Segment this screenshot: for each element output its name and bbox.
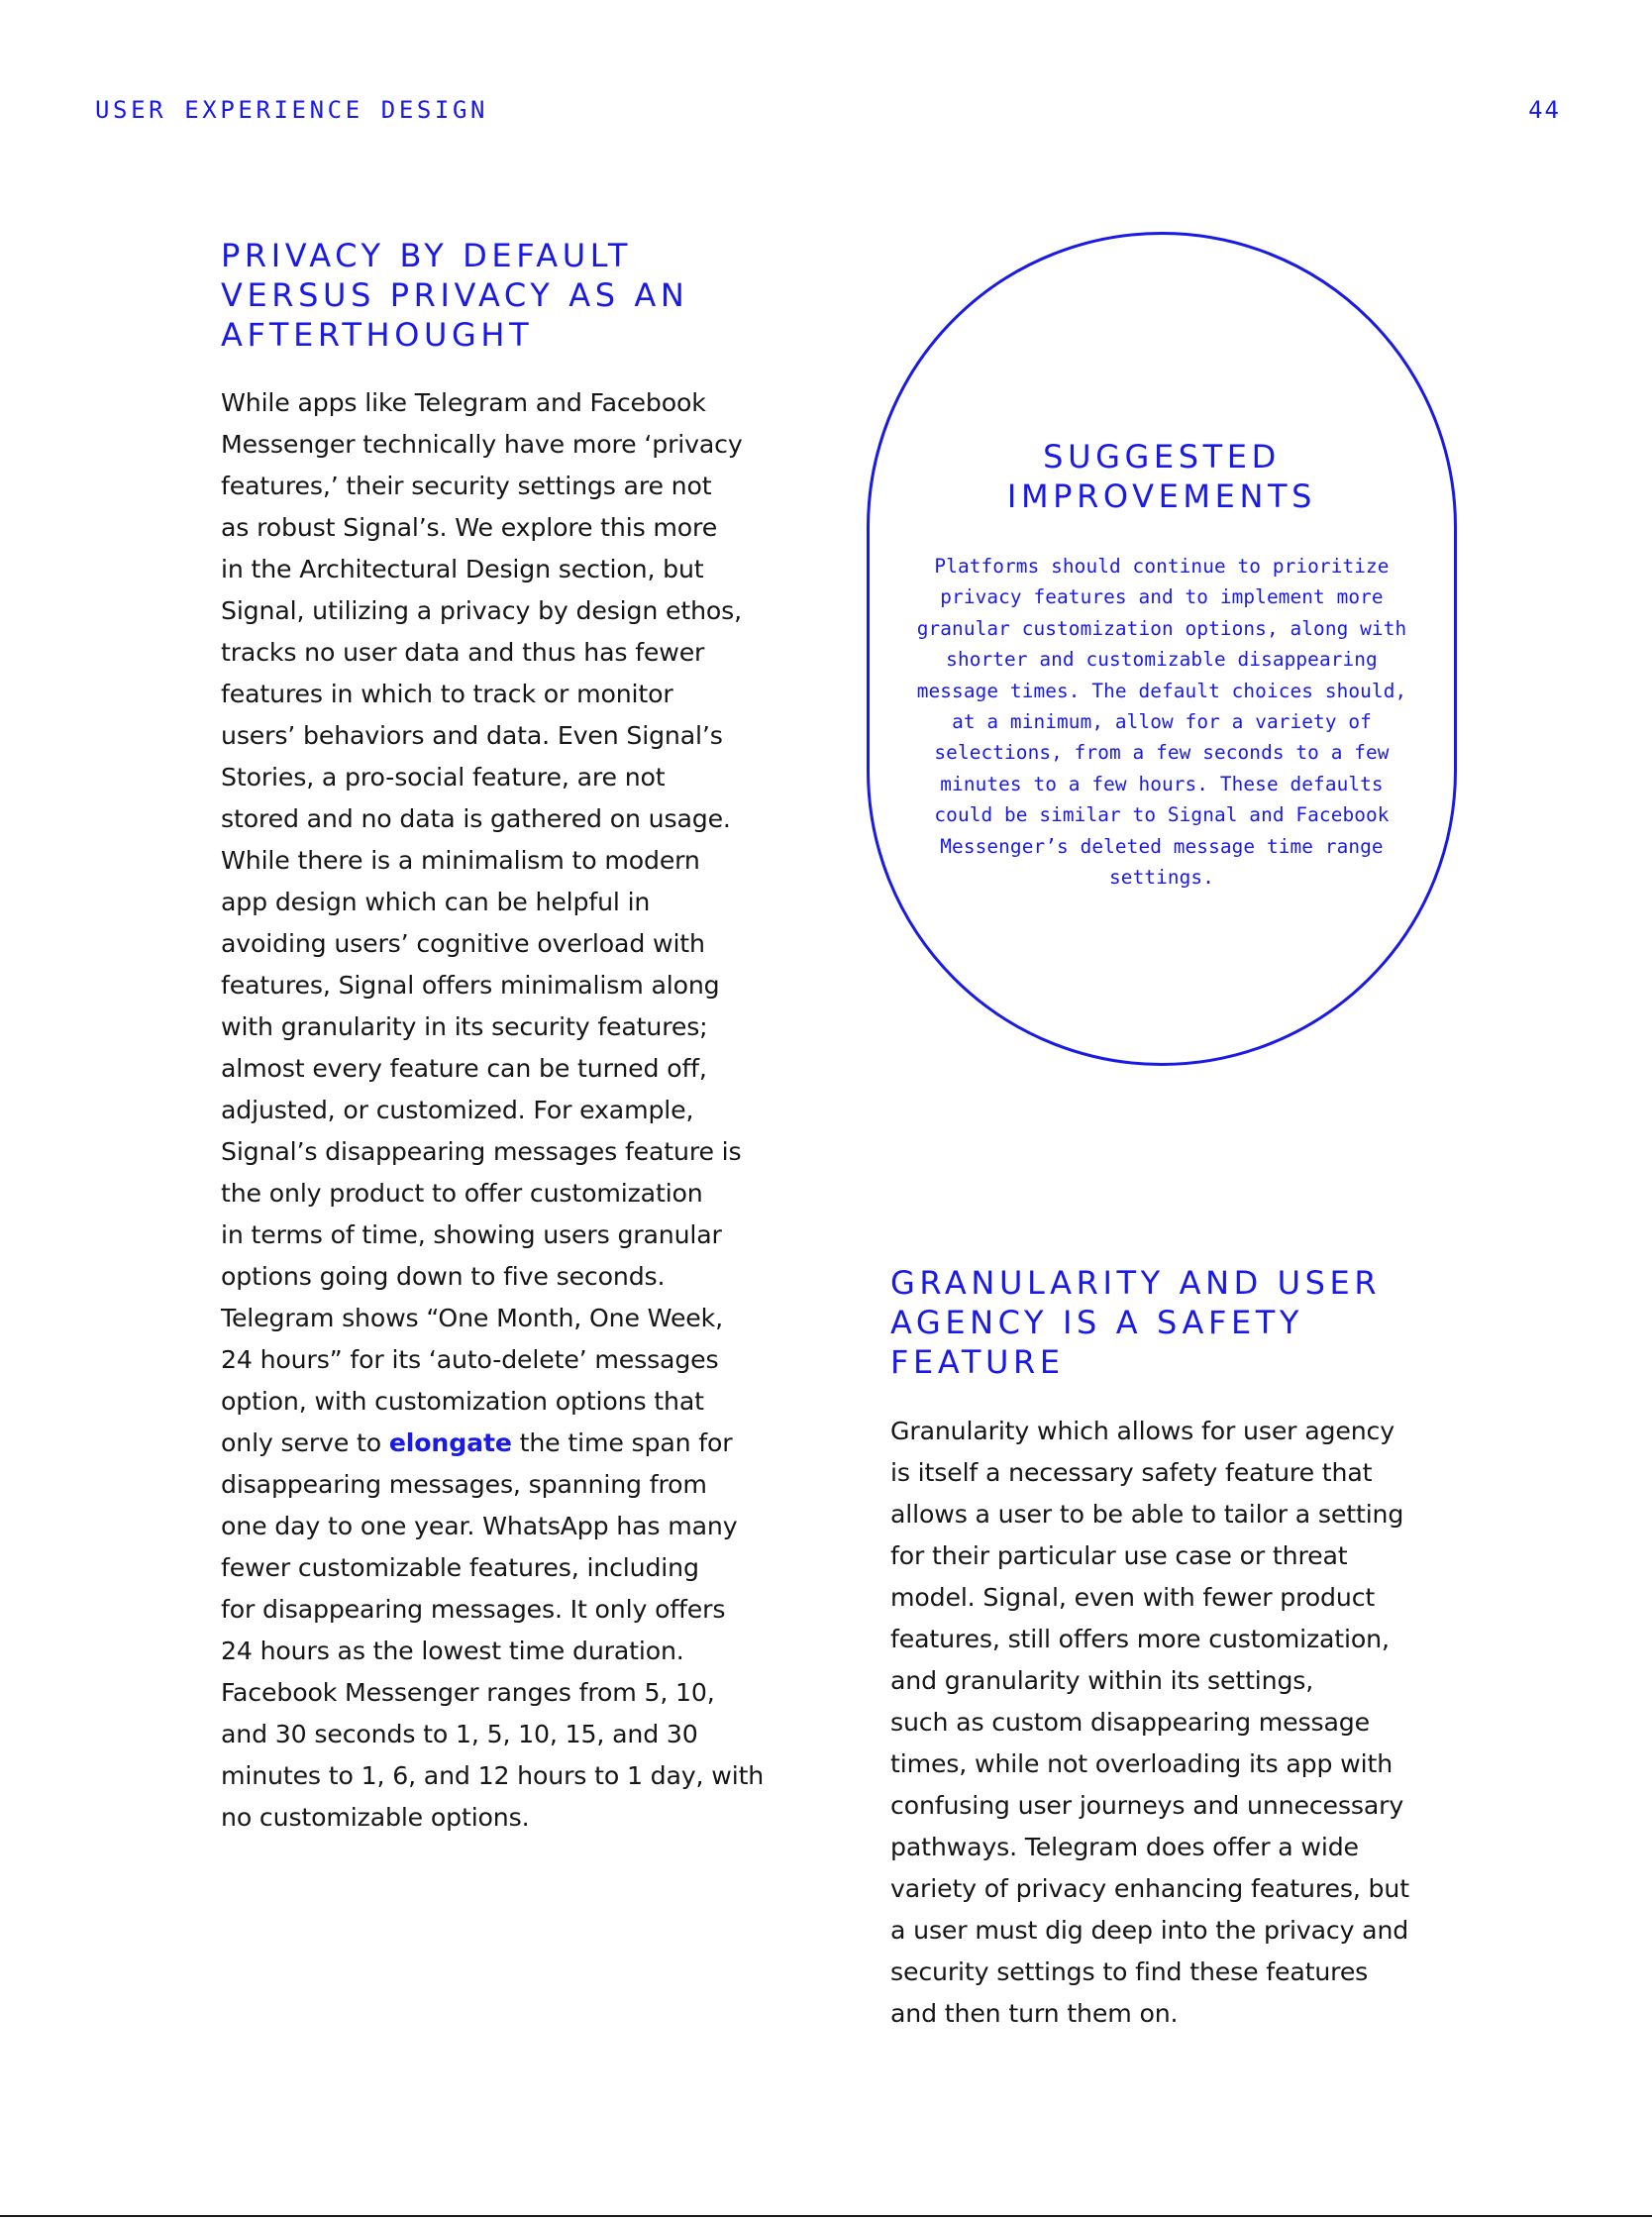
body-line: for their particular use case or threat <box>890 1541 1348 1570</box>
callout-line: settings. <box>1109 866 1214 890</box>
section-body-granularity <box>890 1411 1409 2035</box>
body-line: Facebook Messenger ranges from 5, 10, <box>221 1678 715 1707</box>
body-line: Signal, utilizing a privacy by design ethos, <box>221 596 743 625</box>
body-line: and 30 seconds to 1, 5, 10, 15, and 30 <box>221 1720 698 1748</box>
body-line: stored and no data is gathered on usage. <box>221 804 731 833</box>
body-line: with granularity in its security features; <box>221 1012 708 1041</box>
callout-title-line: IMPROVEMENTS <box>1006 477 1317 515</box>
body-line: variety of privacy enhancing features, but <box>890 1874 1409 1903</box>
callout-text <box>870 551 1454 893</box>
body-line: one day to one year. WhatsApp has many <box>221 1512 738 1540</box>
body-line: as robust Signal’s. We explore this more <box>221 513 718 542</box>
body-line: and then turn them on. <box>890 1999 1179 2028</box>
body-line: Stories, a pro-social feature, are not <box>221 763 666 792</box>
elongate-link[interactable]: elongate <box>388 1428 512 1457</box>
heading-line: GRANULARITY AND USER <box>890 1264 1382 1302</box>
body-line: times, while not overloading its app with <box>890 1749 1394 1778</box>
heading-line: AFTERTHOUGHT <box>221 316 534 354</box>
body-line-with-link <box>221 1423 764 1464</box>
heading-line: AGENCY IS A SAFETY <box>890 1304 1304 1341</box>
body-line: app design which can be helpful in <box>221 888 651 916</box>
section-heading-privacy-by-default <box>221 236 688 355</box>
body-line: such as custom disappearing message <box>890 1708 1370 1737</box>
body-line: model. Signal, even with fewer product <box>890 1583 1376 1612</box>
body-line: pathways. Telegram does offer a wide <box>890 1833 1359 1861</box>
link-line-after: the time span for <box>511 1428 733 1457</box>
callout-line: privacy features and to implement more <box>940 585 1384 609</box>
body-line: features in which to track or monitor <box>221 680 673 708</box>
body-line: 24 hours” for its ‘auto-delete’ messages <box>221 1345 719 1374</box>
body-line: tracks no user data and thus has fewer <box>221 638 705 667</box>
callout-title-line: SUGGESTED <box>1043 438 1281 476</box>
body-line: fewer customizable features, including <box>221 1553 699 1582</box>
body-line: almost every feature can be turned off, <box>221 1054 707 1083</box>
suggested-improvements-callout <box>867 232 1457 1066</box>
body-line: While apps like Telegram and Facebook <box>221 388 706 417</box>
body-line: features, still offers more customization, <box>890 1625 1390 1653</box>
body-line: users’ behaviors and data. Even Signal’s <box>221 721 723 750</box>
body-line: and granularity within its settings, <box>890 1666 1314 1695</box>
callout-line: minutes to a few hours. These defaults <box>940 772 1384 795</box>
body-line: adjusted, or customized. For example, <box>221 1096 694 1124</box>
body-line: Granularity which allows for user agency <box>890 1417 1394 1445</box>
body-line: the only product to offer customization <box>221 1179 703 1208</box>
body-line: Messenger technically have more ‘privacy <box>221 430 743 459</box>
body-line: Signal’s disappearing messages feature is <box>221 1137 742 1166</box>
body-line: features,’ their security settings are not <box>221 472 712 500</box>
page-number: 44 <box>1528 96 1561 124</box>
section-heading-granularity <box>890 1263 1381 1382</box>
callout-line: at a minimum, allow for a variety of <box>952 710 1372 734</box>
body-line: security settings to find these features <box>890 1957 1369 1986</box>
heading-line: FEATURE <box>890 1343 1065 1381</box>
body-line: for disappearing messages. It only offers <box>221 1595 726 1624</box>
body-line: avoiding users’ cognitive overload with <box>221 929 705 958</box>
body-line: disappearing messages, spanning from <box>221 1470 707 1499</box>
body-line: no customizable options. <box>221 1803 530 1832</box>
callout-line: Platforms should continue to prioritize <box>934 555 1390 578</box>
callout-line: Messenger’s deleted message time range <box>940 834 1384 858</box>
callout-title <box>870 437 1454 516</box>
body-line: 24 hours as the lowest time duration. <box>221 1637 684 1665</box>
body-line: While there is a minimalism to modern <box>221 846 700 875</box>
callout-line: could be similar to Signal and Facebook <box>934 803 1390 827</box>
running-header-title: USER EXPERIENCE DESIGN <box>95 96 489 124</box>
body-line: allows a user to be able to tailor a setting <box>890 1500 1404 1529</box>
bottom-rule <box>0 2215 1652 2217</box>
callout-line: selections, from a few seconds to a few <box>934 741 1390 765</box>
body-line: in the Architectural Design section, but <box>221 555 704 583</box>
body-line: in terms of time, showing users granular <box>221 1220 722 1249</box>
body-line: option, with customization options that <box>221 1387 704 1416</box>
callout-line: shorter and customizable disappearing <box>946 648 1378 672</box>
section-body-privacy-by-default <box>221 382 764 1839</box>
body-line: options going down to five seconds. <box>221 1262 666 1291</box>
body-line: Telegram shows “One Month, One Week, <box>221 1304 723 1332</box>
body-line: minutes to 1, 6, and 12 hours to 1 day, with <box>221 1761 765 1790</box>
body-line: confusing user journeys and unnecessary <box>890 1791 1404 1820</box>
body-line: is itself a necessary safety feature that <box>890 1458 1373 1487</box>
link-line-before: only serve to <box>221 1428 389 1457</box>
body-line: features, Signal offers minimalism along <box>221 971 720 1000</box>
heading-line: VERSUS PRIVACY AS AN <box>221 276 689 314</box>
callout-line: message times. The default choices should, <box>916 679 1407 702</box>
heading-line: PRIVACY BY DEFAULT <box>221 237 632 274</box>
body-line: a user must dig deep into the privacy and <box>890 1916 1409 1945</box>
callout-line: granular customization options, along with <box>916 616 1407 640</box>
